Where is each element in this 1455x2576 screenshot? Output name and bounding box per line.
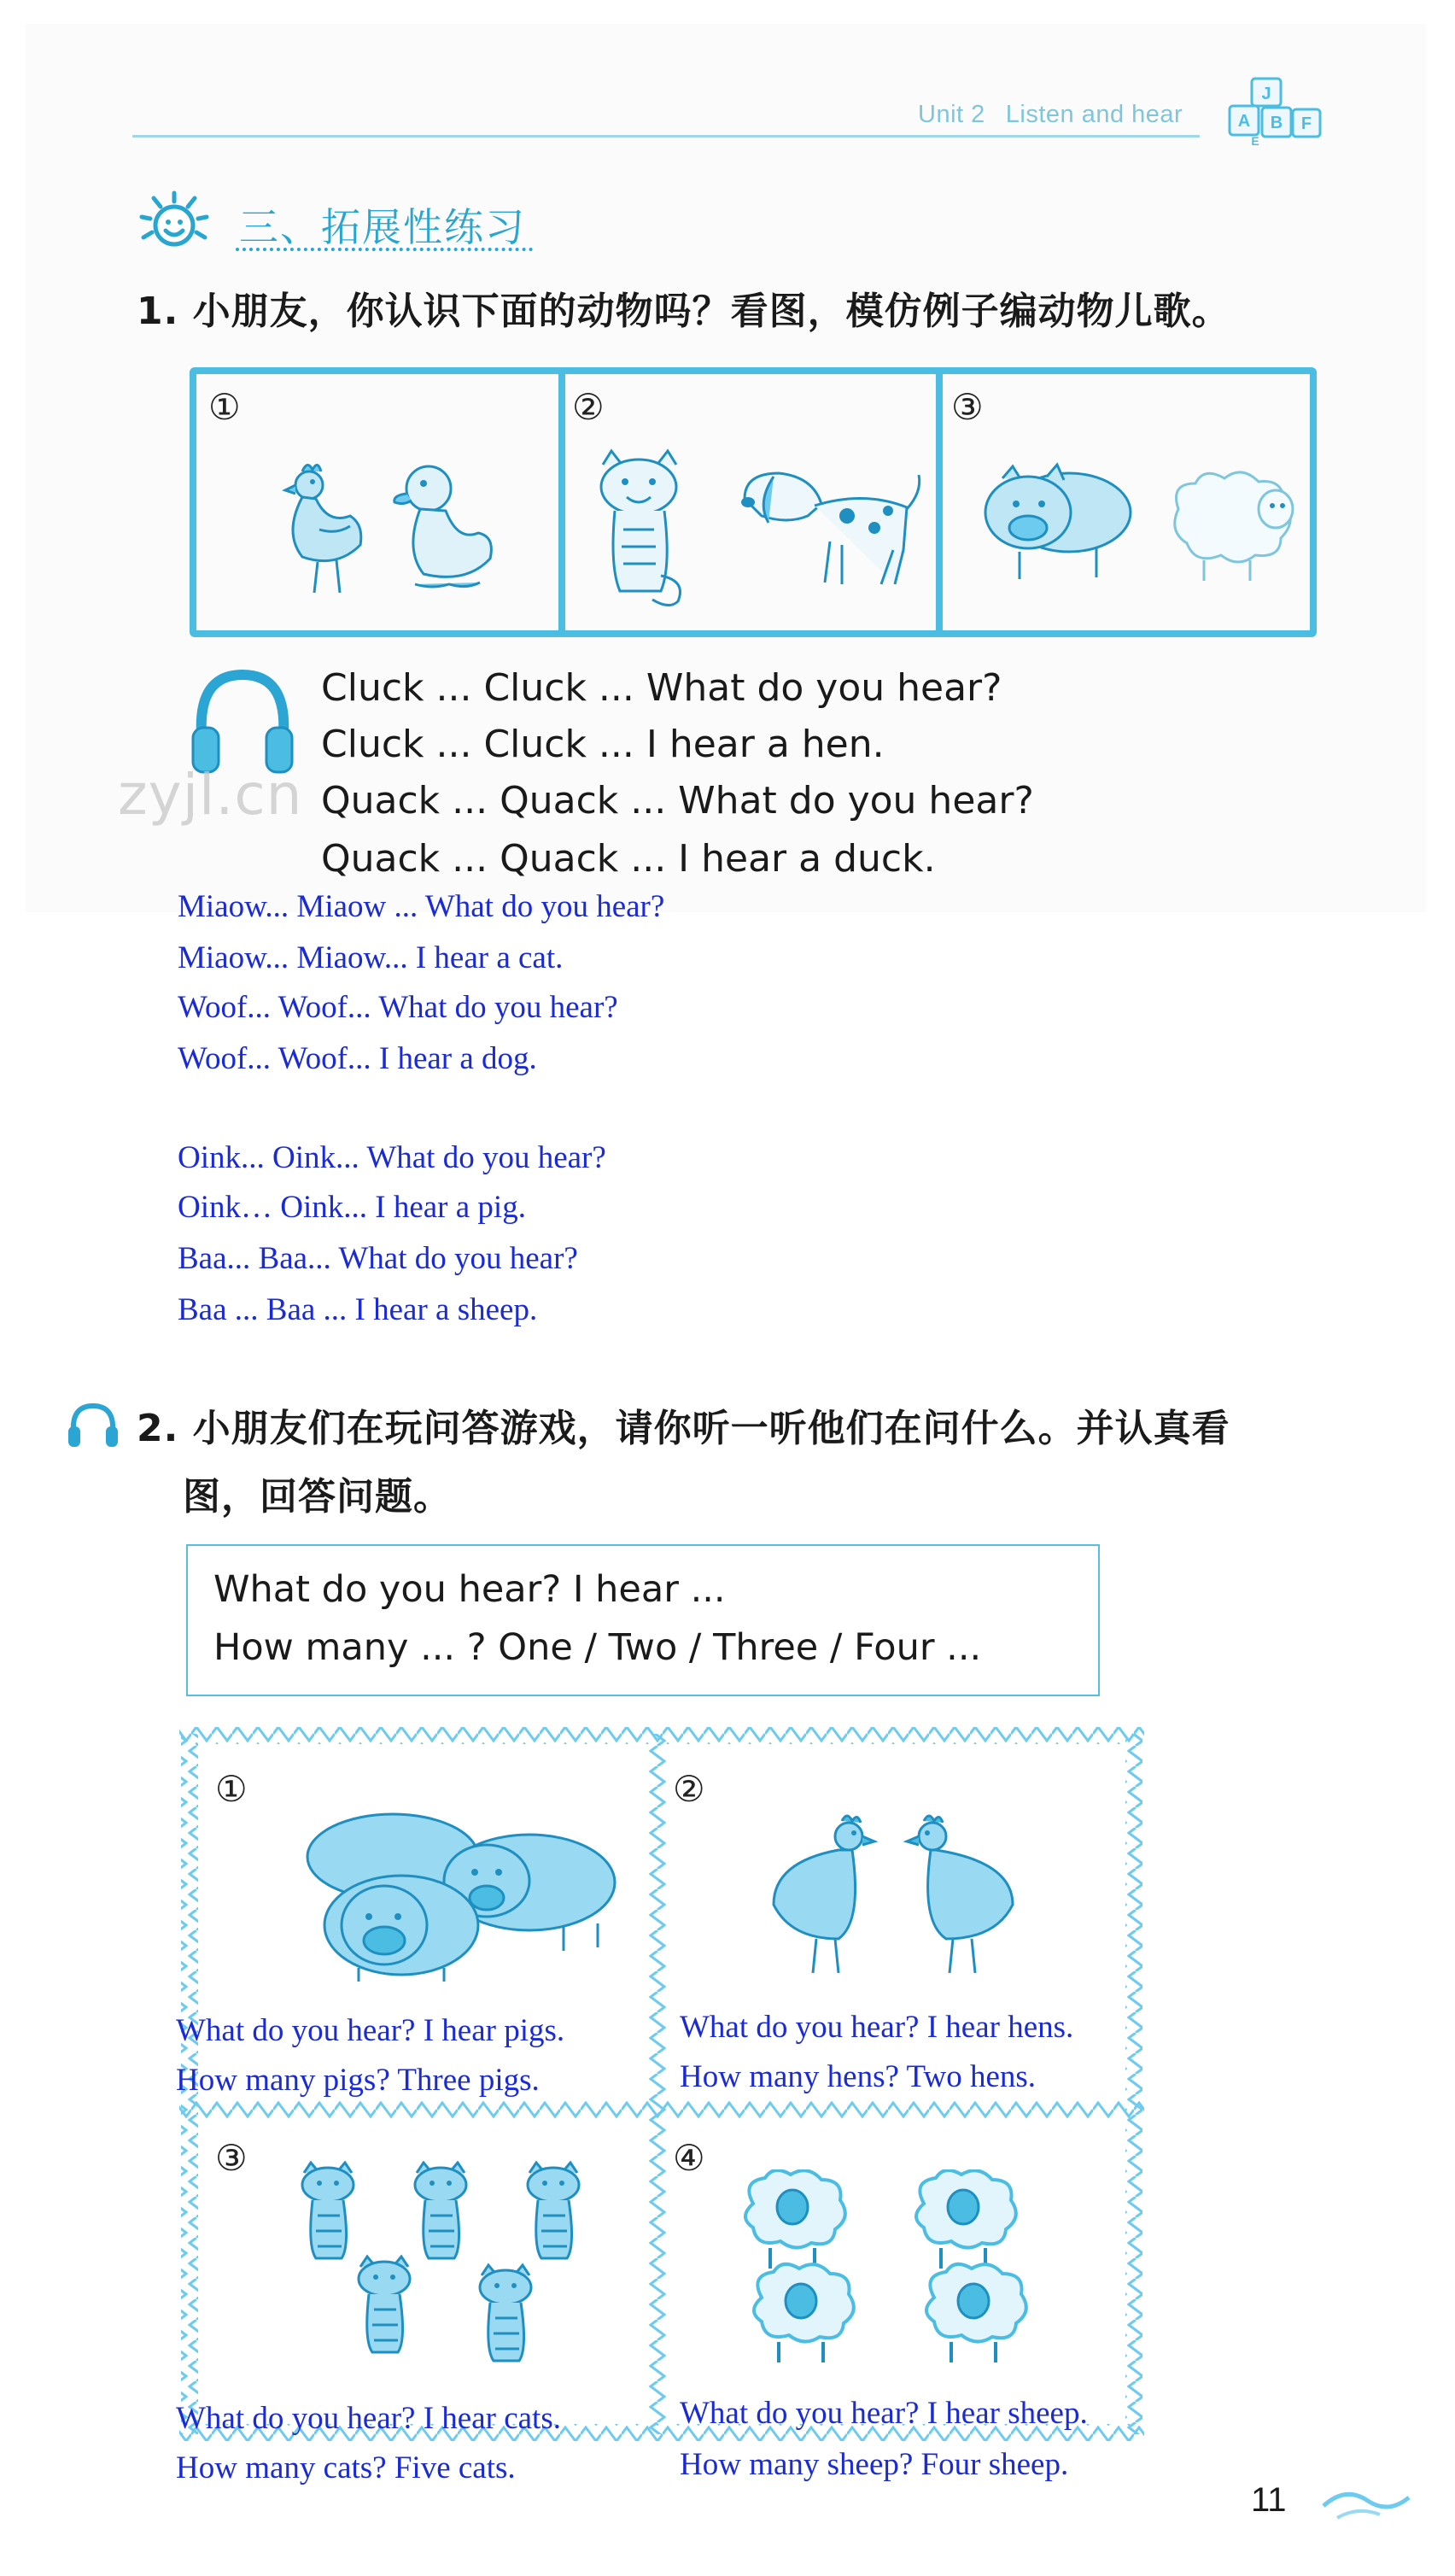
answer-line: Woof... Woof... I hear a dog. — [178, 1041, 537, 1076]
panel-number: ① — [208, 386, 241, 428]
example-line: Quack ... Quack ... I hear a duck. — [321, 837, 936, 881]
block-letter-e: E — [1251, 134, 1259, 148]
watermark: zyjl.cn — [118, 762, 303, 828]
pattern-line: What do you hear? I hear ... — [213, 1568, 726, 1611]
cell-answer: How many cats? Five cats. — [176, 2450, 516, 2485]
cats-illustration — [294, 2161, 601, 2400]
example-line: Cluck ... Cluck ... What do you hear? — [321, 666, 1002, 710]
panel-number: ② — [572, 386, 605, 428]
sheep-illustration — [1161, 466, 1306, 586]
answer-line: Miaow... Miaow... I hear a cat. — [178, 940, 564, 975]
frame-divider — [558, 371, 565, 634]
header-rule — [132, 135, 1200, 138]
cell-answer: How many sheep? Four sheep. — [680, 2447, 1069, 2482]
headphones-icon — [190, 666, 295, 777]
block-letter-b: B — [1270, 114, 1283, 132]
unit-header — [918, 101, 1203, 129]
question2-prompt-continued: 图，回答问题。 — [183, 1475, 452, 1519]
answer-line: Miaow... Miaow ... What do you hear? — [178, 889, 665, 924]
answer-line: Baa ... Baa ... I hear a sheep. — [178, 1292, 538, 1327]
cell-answer: How many pigs? Three pigs. — [176, 2063, 540, 2098]
block-letter-a: A — [1237, 112, 1251, 131]
pig-illustration — [968, 460, 1139, 588]
pigs-illustration — [273, 1797, 632, 1985]
answer-line: Baa... Baa... What do you hear? — [178, 1241, 578, 1276]
cell-answer: What do you hear? I hear hens. — [680, 2010, 1074, 2045]
sentence-pattern-box — [186, 1544, 1100, 1696]
wave-decoration-icon — [1320, 2480, 1414, 2526]
cell-answer: What do you hear? I hear cats. — [176, 2401, 561, 2436]
section-title: 三、拓展性练习 — [239, 204, 526, 250]
cell-answer: What do you hear? I hear pigs. — [176, 2013, 565, 2048]
hen-illustration — [268, 456, 371, 601]
sun-face-icon — [137, 190, 217, 253]
letter-blocks-icon — [1219, 75, 1330, 154]
answer-line: Woof... Woof... What do you hear? — [178, 990, 618, 1025]
listen-headphones-icon — [67, 1401, 120, 1450]
cell-answer: How many hens? Two hens. — [680, 2059, 1037, 2094]
cell-answer: What do you hear? I hear sheep. — [680, 2396, 1088, 2431]
cell-number: ③ — [215, 2137, 248, 2179]
unit-title: Listen and hear — [1005, 101, 1183, 128]
question2-prompt: 2. 小朋友们在玩问答游戏，请你听一听他们在问什么。并认真看 — [137, 1407, 1230, 1450]
cell-number: ④ — [673, 2137, 705, 2179]
cat-illustration — [589, 448, 692, 610]
panel-number: ③ — [951, 386, 984, 428]
frame-divider — [936, 371, 943, 634]
dog-illustration — [736, 456, 932, 601]
pattern-line: How many ... ? One / Two / Three / Four ... — [213, 1626, 982, 1669]
question1-picture-frame — [190, 367, 1317, 637]
block-letter-f: F — [1300, 114, 1312, 133]
sheep-flock-illustration — [728, 2169, 1086, 2383]
block-letter-j: J — [1261, 85, 1271, 103]
answer-line: Oink... Oink... What do you hear? — [178, 1140, 606, 1175]
duck-illustration — [389, 456, 500, 601]
hens-illustration — [757, 1811, 1030, 1982]
example-line: Cluck ... Cluck ... I hear a hen. — [321, 723, 885, 766]
section-title-underline — [236, 248, 533, 251]
example-line: Quack ... Quack ... What do you hear? — [321, 779, 1034, 823]
cell-number: ① — [215, 1768, 248, 1810]
question1-prompt: 1. 小朋友，你认识下面的动物吗？看图，模仿例子编动物儿歌。 — [137, 290, 1230, 333]
cell-number: ② — [673, 1768, 705, 1810]
page-number: 11 — [1251, 2481, 1287, 2519]
answer-line: Oink… Oink... I hear a pig. — [178, 1190, 526, 1225]
unit-label: Unit 2 — [918, 101, 985, 128]
